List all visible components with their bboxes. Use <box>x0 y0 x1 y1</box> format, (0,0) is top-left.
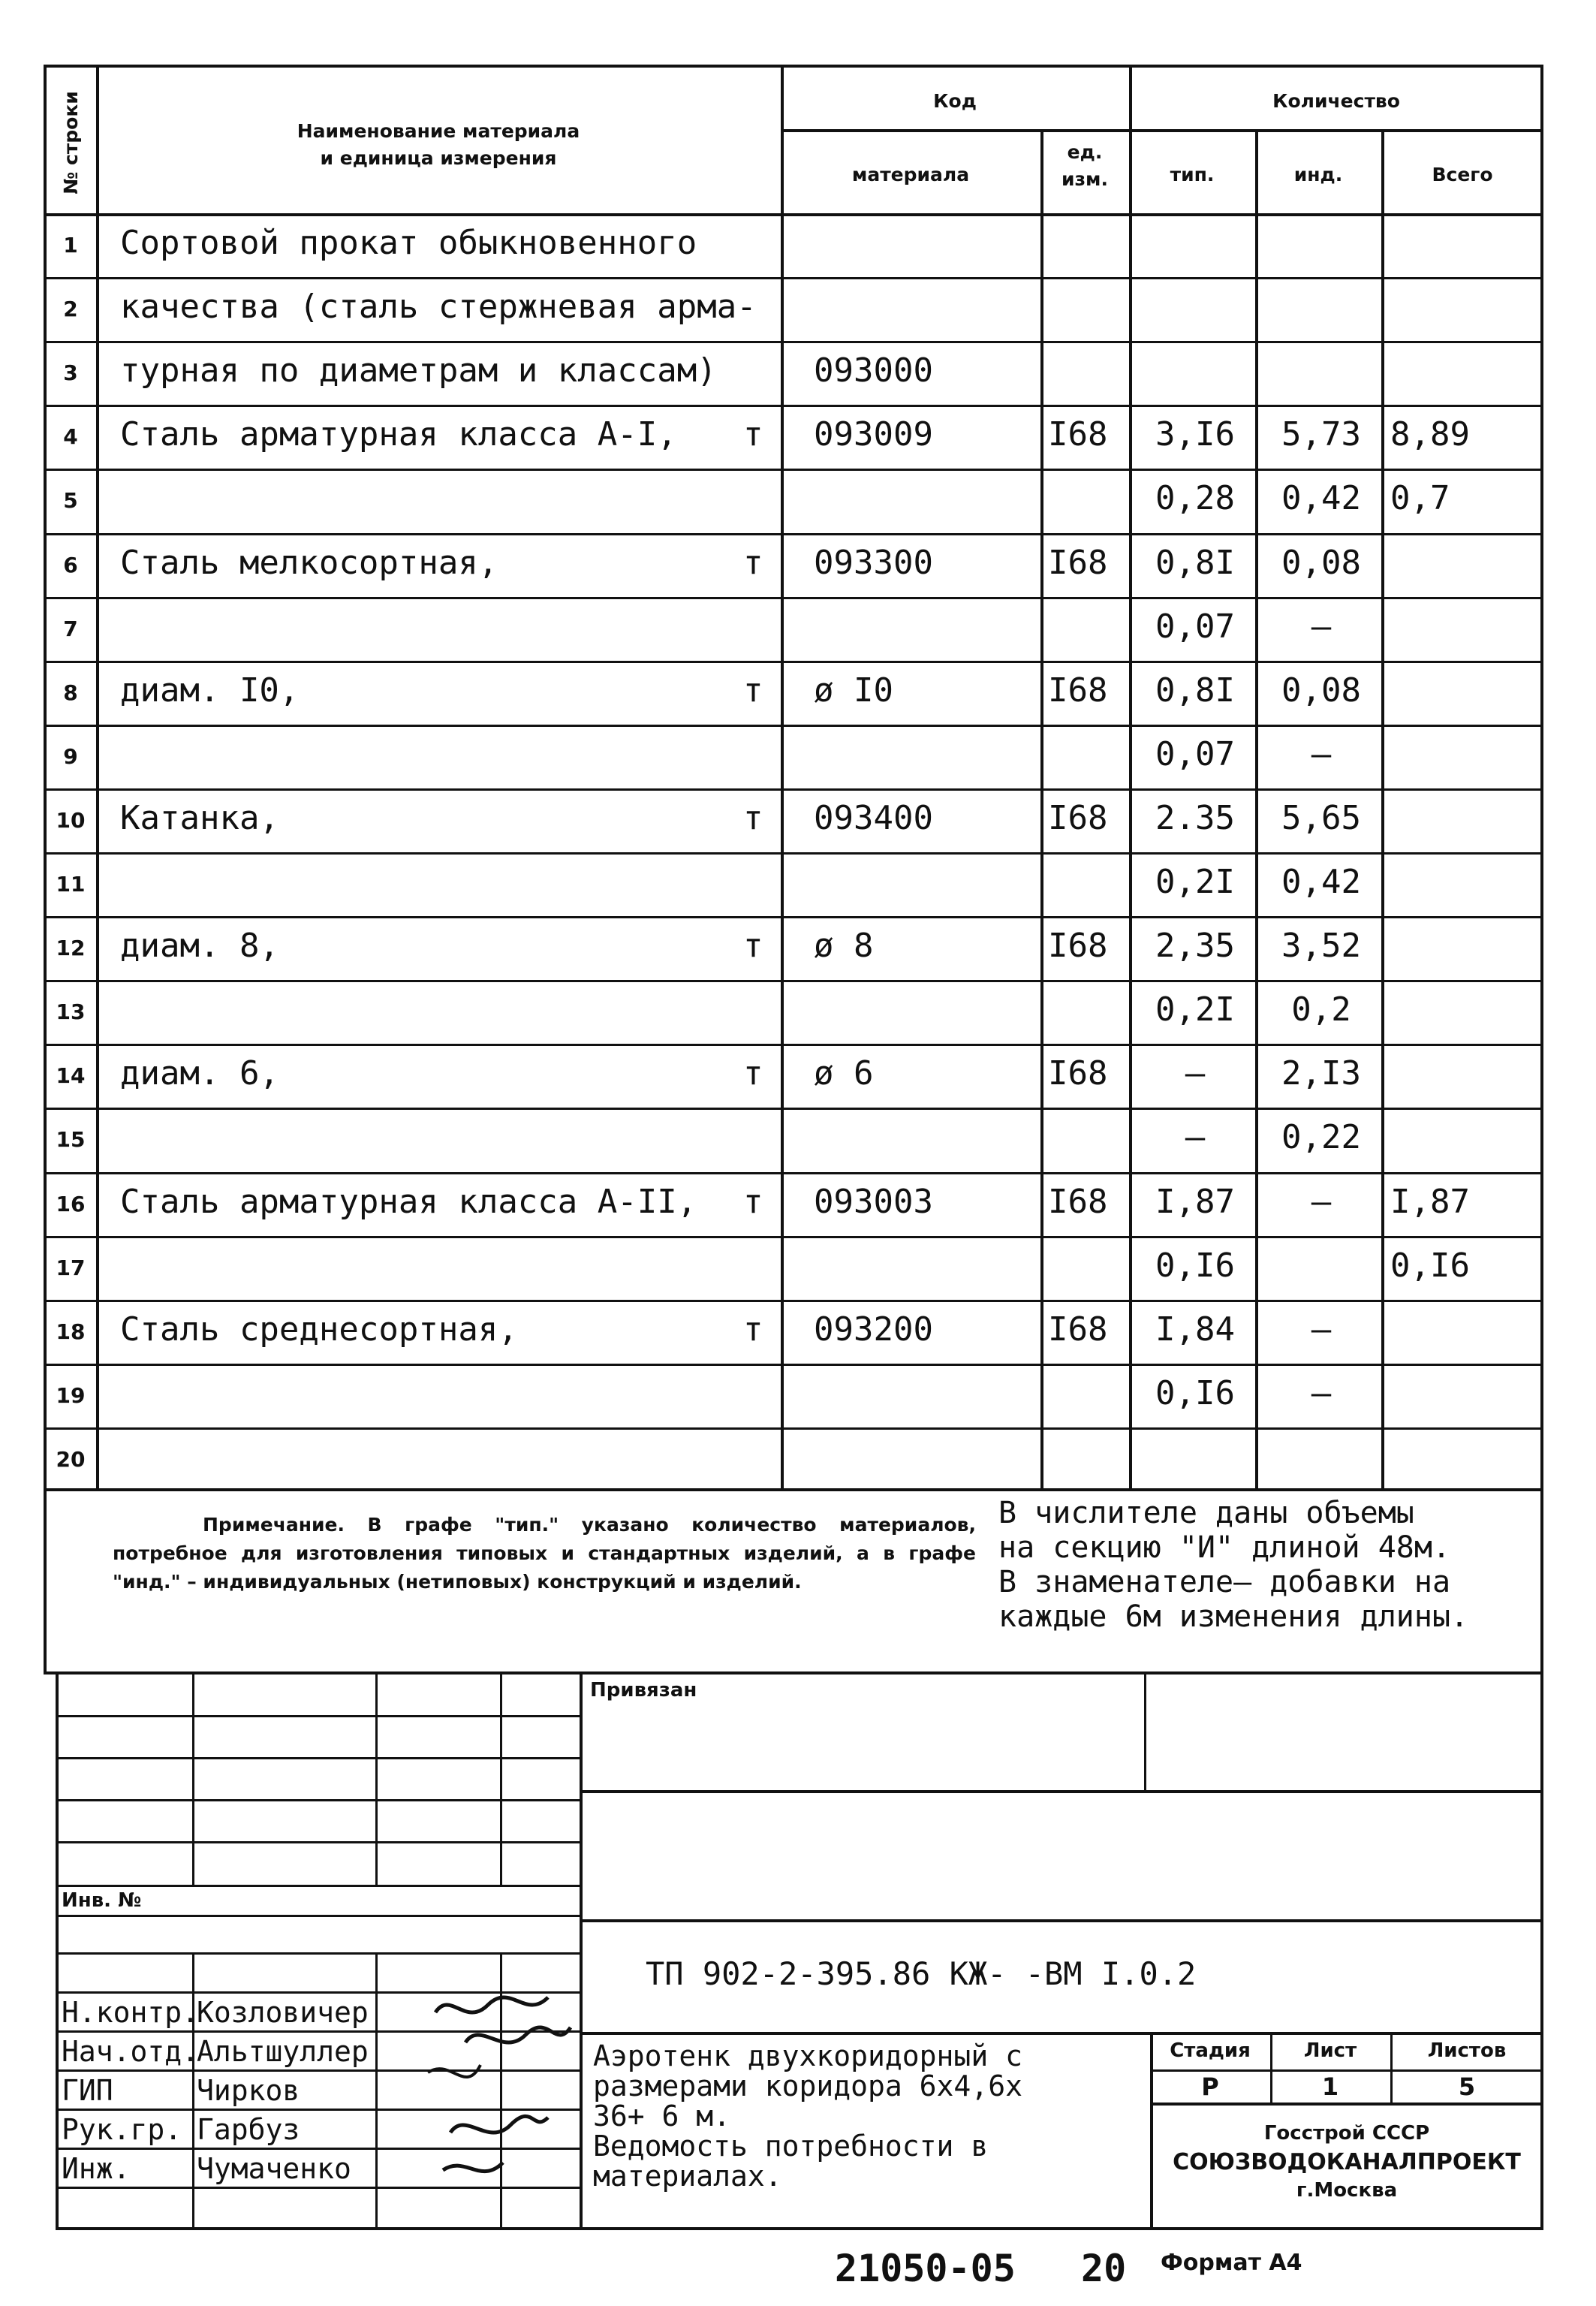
stamp-privyazan-split <box>1144 1671 1146 1790</box>
signer-role: Инж. <box>62 2152 131 2185</box>
row-divider <box>44 597 1543 599</box>
qty-total: 8,89 <box>1390 415 1470 454</box>
row-number: 8 <box>63 680 78 705</box>
note-right-2: на секцию "И" длиной 48м. <box>998 1530 1451 1565</box>
header-divider-bottom <box>44 213 1543 216</box>
note-right-1: В числителе даны объемы <box>998 1496 1414 1530</box>
qty-ind: – <box>1311 734 1332 773</box>
signer-name: Чирков <box>197 2074 300 2107</box>
stamp-row-line <box>56 1757 580 1759</box>
row-number: 17 <box>56 1255 86 1280</box>
material-code: ø I0 <box>814 671 893 710</box>
material-code: 093003 <box>814 1182 933 1221</box>
unit-code: I68 <box>1048 415 1108 454</box>
qty-type: – <box>1185 1054 1206 1093</box>
unit-code: I68 <box>1048 671 1108 710</box>
qty-ind: 5,73 <box>1281 415 1361 454</box>
row-number: 14 <box>56 1063 86 1089</box>
stamp-title-2: размерами коридора 6х4,6х <box>593 2069 1022 2103</box>
qty-type: 0,8I <box>1155 671 1235 710</box>
stamp-col-3 <box>500 1671 502 1886</box>
qty-type: 0,07 <box>1155 607 1235 646</box>
stamp-privyazan: Привязан <box>590 1679 697 1702</box>
row-divider <box>44 916 1543 918</box>
stamp-inv-no: Инв. № <box>62 1889 142 1912</box>
unit-suffix: т <box>743 1054 763 1093</box>
signer-name: Козловичер <box>197 1996 369 2029</box>
header-q-total: Всего <box>1432 164 1493 185</box>
qty-total: I,87 <box>1390 1182 1470 1221</box>
header-q-ind: инд. <box>1293 164 1343 185</box>
unit-suffix: т <box>743 1310 763 1349</box>
row-divider <box>44 1364 1543 1366</box>
row-divider <box>44 1427 1543 1430</box>
qty-ind: 0,08 <box>1281 543 1361 582</box>
qty-ind: 5,65 <box>1281 798 1361 837</box>
material-code: ø 6 <box>814 1054 874 1093</box>
stamp-row-line <box>56 1915 580 1917</box>
row-number: 19 <box>56 1382 86 1408</box>
header-row-no: № строки <box>60 91 82 194</box>
material-code: ø 8 <box>814 927 874 966</box>
material-name: Катанка, <box>120 798 279 837</box>
qty-ind: – <box>1311 607 1332 646</box>
stamp-title-3: 36+ 6 м. <box>593 2100 731 2133</box>
qty-type: 3,I6 <box>1155 415 1235 454</box>
stage-value: Р <box>1201 2072 1219 2101</box>
stamp-row-line <box>56 1799 580 1801</box>
material-name: Сталь мелкосортная, <box>120 543 498 582</box>
row-number: 7 <box>63 616 78 641</box>
stamp-row-line <box>56 1841 580 1843</box>
row-divider <box>44 533 1543 535</box>
qty-type: I,87 <box>1155 1182 1235 1221</box>
org-1: Госстрой СССР <box>1263 2122 1430 2145</box>
note-right-4: каждые 6м изменения длины. <box>998 1599 1469 1634</box>
qty-ind: 2,I3 <box>1281 1054 1361 1093</box>
material-code: 093300 <box>814 543 933 582</box>
qty-ind: – <box>1311 1182 1332 1221</box>
qty-type: 0,I6 <box>1155 1246 1235 1285</box>
stage-label: Стадия <box>1170 2039 1251 2062</box>
qty-ind: – <box>1311 1310 1332 1349</box>
stamp-privyazan-line <box>580 1790 1543 1793</box>
col-line-unit <box>1040 129 1043 1491</box>
stamp-title-1: Аэротенк двухкоридорный с <box>593 2039 1022 2072</box>
row-divider <box>44 341 1543 343</box>
footer-number: 21050-05 <box>835 2247 1016 2290</box>
material-name: турная по диаметрам и классам) <box>120 351 717 390</box>
row-number: 12 <box>56 936 86 961</box>
header-name-line1: Наименование материала <box>297 120 580 142</box>
unit-suffix: т <box>743 671 763 710</box>
header-name-line2: и единица измерения <box>320 147 557 169</box>
row-number: 3 <box>63 360 78 386</box>
header-code: Код <box>933 90 977 112</box>
unit-code: I68 <box>1048 1310 1108 1349</box>
unit-code: I68 <box>1048 1182 1108 1221</box>
stamp-doc-code: ТП 902-2-395.86 КЖ- -ВМ I.0.2 <box>646 1955 1197 1992</box>
row-divider <box>44 1172 1543 1174</box>
stamp-row-line <box>56 1952 580 1955</box>
qty-type: 0,28 <box>1155 479 1235 518</box>
qty-total: 0,I6 <box>1390 1246 1470 1285</box>
signature-marks <box>420 1982 586 2208</box>
qty-type: – <box>1185 1118 1206 1157</box>
unit-code: I68 <box>1048 543 1108 582</box>
row-number: 5 <box>63 488 78 514</box>
stamp-title-4: Ведомость потребности в <box>593 2130 989 2163</box>
material-code: 093009 <box>814 415 933 454</box>
unit-code: I68 <box>1048 927 1108 966</box>
row-number: 11 <box>56 872 86 897</box>
row-divider <box>44 1300 1543 1302</box>
stage-line-2 <box>1150 2103 1543 2106</box>
note-right-3: В знаменателе– добавки на <box>998 1565 1451 1599</box>
row-number: 6 <box>63 552 78 577</box>
unit-code: I68 <box>1048 1054 1108 1093</box>
header-code-material: материала <box>851 164 970 185</box>
material-name: диам. I0, <box>120 671 300 710</box>
stamp-row-line <box>56 1715 580 1717</box>
col-line-ind <box>1255 129 1258 1491</box>
note-left: Примечание. В графе "тип." указано количество материалов, потребное для изготовления типовых и стандартных изделий, а в графе "инд." – индивидуальных (нетиповых) конструкций и изделий. <box>113 1514 976 1593</box>
footer-format: Формат А4 <box>1161 2250 1302 2276</box>
signer-role: ГИП <box>62 2074 113 2107</box>
qty-ind: 3,52 <box>1281 927 1361 966</box>
stamp-code-top <box>580 1919 1543 1922</box>
row-divider <box>44 469 1543 471</box>
signer-name: Гарбуз <box>197 2113 300 2146</box>
unit-suffix: т <box>743 415 763 454</box>
footer-page: 20 <box>1081 2247 1127 2290</box>
row-number: 1 <box>63 233 78 258</box>
row-divider <box>44 852 1543 855</box>
unit-suffix: т <box>743 927 763 966</box>
header-q-type: тип. <box>1170 164 1215 185</box>
qty-type: 2.35 <box>1155 798 1235 837</box>
material-name: Сортовой прокат обыкновенного <box>120 224 697 262</box>
signer-name: Альтшуллер <box>197 2035 369 2068</box>
org-2: СОЮЗВОДОКАНАЛПРОЕКТ <box>1173 2149 1521 2175</box>
row-divider <box>44 661 1543 663</box>
qty-ind: 0,22 <box>1281 1118 1361 1157</box>
qty-ind: 0,42 <box>1281 863 1361 901</box>
stamp-col-1 <box>192 1671 194 1886</box>
row-number: 4 <box>63 424 78 450</box>
row-number: 15 <box>56 1127 86 1153</box>
header-unit-2: изм. <box>1061 168 1108 190</box>
row-divider <box>44 277 1543 279</box>
signer-role: Рук.гр. <box>62 2113 182 2146</box>
stage-line-1 <box>1150 2069 1543 2072</box>
unit-code: I68 <box>1048 798 1108 837</box>
header-divider-top <box>781 129 1543 132</box>
row-number: 2 <box>63 297 78 322</box>
material-name: Сталь арматурная класса А-I, <box>120 415 677 454</box>
qty-type: 0,2I <box>1155 863 1235 901</box>
qty-type: 0,2I <box>1155 990 1235 1029</box>
sheet-value: 1 <box>1321 2072 1339 2101</box>
unit-suffix: т <box>743 1182 763 1221</box>
unit-suffix: т <box>743 798 763 837</box>
unit-suffix: т <box>743 543 763 582</box>
material-name: диам. 6, <box>120 1054 279 1093</box>
row-divider <box>44 788 1543 791</box>
material-name: качества (сталь стержневая арма- <box>120 288 757 327</box>
qty-type: I,84 <box>1155 1310 1235 1349</box>
qty-type: 0,I6 <box>1155 1373 1235 1412</box>
sheet-label: Лист <box>1303 2039 1357 2062</box>
sheets-label: Листов <box>1427 2039 1507 2062</box>
material-name: Сталь арматурная класса А-II, <box>120 1182 697 1221</box>
row-number: 16 <box>56 1191 86 1216</box>
stamp-col-2 <box>375 1671 378 1886</box>
material-code: 093200 <box>814 1310 933 1349</box>
qty-ind: 0,2 <box>1291 990 1351 1029</box>
qty-ind: 0,42 <box>1281 479 1361 518</box>
stamp-title-5: материалах. <box>593 2160 782 2193</box>
row-divider <box>44 1044 1543 1046</box>
row-divider <box>44 980 1543 982</box>
row-divider <box>44 1236 1543 1238</box>
col-line-total <box>1381 129 1384 1491</box>
row-number: 18 <box>56 1319 86 1344</box>
qty-type: 0,8I <box>1155 543 1235 582</box>
signer-role: Н.контр. <box>62 1996 200 2029</box>
qty-ind: 0,08 <box>1281 671 1361 710</box>
material-name: диам. 8, <box>120 927 279 966</box>
signer-name: Чумаченко <box>197 2152 351 2185</box>
signer-role: Нач.отд. <box>62 2035 200 2068</box>
stamp-code-bottom <box>580 2032 1543 2035</box>
qty-type: 2,35 <box>1155 927 1235 966</box>
qty-type: 0,07 <box>1155 734 1235 773</box>
qty-ind: – <box>1311 1373 1332 1412</box>
material-code: 093000 <box>814 351 933 390</box>
row-number: 20 <box>56 1446 86 1472</box>
stamp-row-line <box>56 1885 580 1887</box>
row-number: 9 <box>63 743 78 769</box>
row-divider <box>44 725 1543 727</box>
row-divider <box>44 1108 1543 1110</box>
material-code: 093400 <box>814 798 933 837</box>
org-3: г.Москва <box>1296 2179 1398 2202</box>
qty-total: 0,7 <box>1390 479 1450 518</box>
header-unit-1: ед. <box>1067 141 1103 163</box>
sheets-value: 5 <box>1458 2072 1476 2101</box>
row-divider <box>44 405 1543 407</box>
header-quantity: Количество <box>1272 90 1400 112</box>
material-name: Сталь среднесортная, <box>120 1310 518 1349</box>
row-number: 10 <box>56 807 86 833</box>
row-number: 13 <box>56 999 86 1025</box>
